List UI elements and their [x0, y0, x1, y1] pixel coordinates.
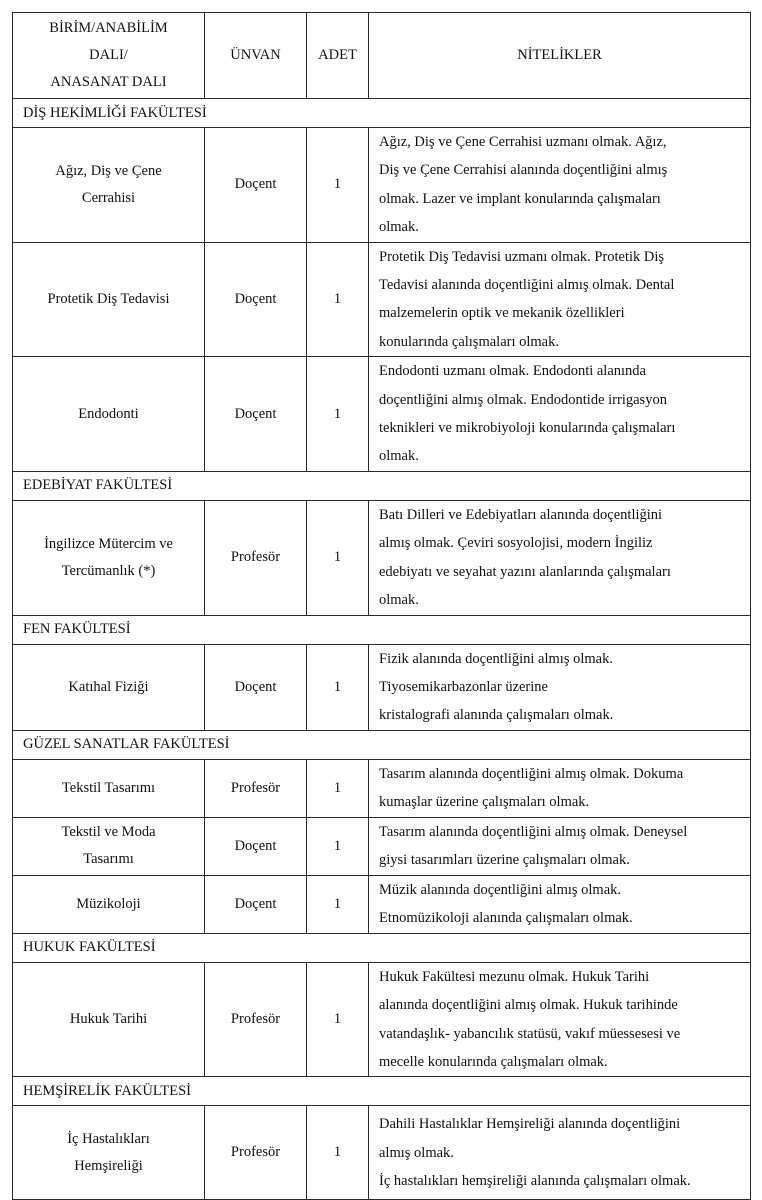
title-cell: Profesör [205, 500, 307, 615]
title-cell: Profesör [205, 1106, 307, 1200]
title-cell: Profesör [205, 759, 307, 817]
unit-line: Tekstil ve Moda [61, 824, 156, 841]
section-title: GÜZEL SANATLAR FAKÜLTESİ [13, 730, 751, 759]
section-row [13, 99, 751, 128]
unit-cell [13, 644, 205, 730]
unit-line: Müzikoloji [76, 895, 141, 912]
header-unit-line: DALI/ [89, 47, 128, 63]
table-row [13, 357, 751, 472]
unit-cell [13, 962, 205, 1077]
count-cell: 1 [307, 644, 369, 730]
qualification-line: olmak. [379, 448, 419, 465]
count-cell: 1 [307, 875, 369, 933]
unit-line: Tasarımı [83, 851, 134, 868]
qualification-line: almış olmak. [379, 1144, 454, 1161]
unit-line: Cerrahisi [81, 189, 136, 206]
table-row [13, 644, 751, 730]
qualifications-cell [369, 759, 751, 817]
title-cell: Doçent [205, 817, 307, 875]
qualification-line: vatandaşlık- yabancılık statüsü, vakıf müessesesi ve [379, 1025, 681, 1042]
qualifications-cell [369, 817, 751, 875]
qualification-line: kumaşlar üzerine çalışmaları olmak. [379, 794, 590, 811]
section-row [13, 933, 751, 962]
qualifications-cell [369, 128, 751, 243]
qualification-line: almış olmak. Çeviri sosyolojisi, modern İngiliz [379, 535, 653, 552]
qualification-line: olmak. Lazer ve implant konularında çalışmaları [379, 190, 661, 207]
unit-cell [13, 759, 205, 817]
qualification-line: Ağız, Diş ve Çene Cerrahisi uzmanı olmak. Ağız, [379, 134, 667, 150]
qualification-line: konularında çalışmaları olmak. [379, 333, 559, 350]
unit-line: İç Hastalıkları [67, 1130, 150, 1147]
qualification-line: malzemelerin optik ve mekanik özellikleri [379, 305, 625, 322]
title-cell: Doçent [205, 875, 307, 933]
section-row [13, 730, 751, 759]
section-row [13, 471, 751, 500]
qualification-line: mecelle konularında çalışmaları olmak. [379, 1053, 608, 1070]
title-cell: Doçent [205, 242, 307, 357]
count-cell: 1 [307, 759, 369, 817]
unit-line: Tercümanlık (*) [61, 562, 156, 579]
qualification-line: olmak. [379, 219, 419, 236]
count-cell: 1 [307, 357, 369, 472]
section-title: EDEBİYAT FAKÜLTESİ [13, 471, 751, 500]
unit-cell [13, 875, 205, 933]
table-row [13, 759, 751, 817]
qualifications-cell [369, 875, 751, 933]
table-row [13, 875, 751, 933]
qualification-line: İç hastalıkları hemşireliği alanında çalışmaları olmak. [379, 1173, 691, 1190]
unit-line: Tekstil Tasarımı [61, 779, 156, 796]
header-title: ÜNVAN [205, 13, 307, 99]
unit-line: Ağız, Diş ve Çene [55, 162, 162, 179]
count-cell: 1 [307, 962, 369, 1077]
qualification-line: edebiyatı ve seyahat yazını alanlarında çalışmaları [379, 563, 671, 580]
table-row [13, 962, 751, 1077]
qualification-line: Batı Dilleri ve Edebiyatları alanında doçentliğini [379, 506, 663, 523]
qualification-line: doçentliğini almış olmak. Endodontide irrigasyon [379, 391, 667, 408]
section-title: DİŞ HEKİMLİĞİ FAKÜLTESİ [13, 99, 751, 128]
unit-line: Hukuk Tarihi [69, 1011, 148, 1028]
section-title: HUKUK FAKÜLTESİ [13, 933, 751, 962]
qualification-line: olmak. [379, 592, 419, 609]
qualification-line: Fizik alanında doçentliğini almış olmak. [379, 650, 613, 667]
header-row [13, 13, 751, 99]
section-row [13, 1077, 751, 1106]
table-row [13, 242, 751, 357]
title-cell: Doçent [205, 128, 307, 243]
qualification-line: Dahili Hastalıklar Hemşireliği alanında doçentliğini [379, 1116, 681, 1133]
qualification-line: kristalografi alanında çalışmaları olmak. [379, 707, 614, 724]
count-cell: 1 [307, 817, 369, 875]
qualifications-cell [369, 242, 751, 357]
qualification-line: Tasarım alanında doçentliğini almış olmak. Dokuma [379, 765, 684, 782]
table-row [13, 817, 751, 875]
qualification-line: Tasarım alanında doçentliğini almış olmak. Deneysel [379, 823, 688, 840]
qualifications-cell [369, 1106, 751, 1200]
unit-line: Hemşireliği [74, 1157, 143, 1174]
unit-line: Endodonti [78, 405, 139, 422]
unit-line: Protetik Diş Tedavisi [47, 290, 170, 307]
unit-cell [13, 128, 205, 243]
qualification-line: Diş ve Çene Cerrahisi alanında doçentliğini almış [379, 162, 668, 179]
unit-cell [13, 500, 205, 615]
qualification-line: Etnomüzikoloji alanında çalışmaları olmak. [379, 910, 633, 927]
count-cell: 1 [307, 242, 369, 357]
section-row [13, 615, 751, 644]
section-title: HEMŞİRELİK FAKÜLTESİ [13, 1077, 751, 1106]
qualification-line: alanında doçentliğini almış olmak. Hukuk tarihinde [379, 997, 678, 1014]
header-unit-line: BİRİM/ANABİLİM [49, 20, 168, 36]
unit-cell [13, 817, 205, 875]
unit-cell [13, 1106, 205, 1200]
qualification-line: teknikleri ve mikrobiyoloji konularında çalışmaları [379, 420, 676, 437]
qualification-line: Endodonti uzmanı olmak. Endodonti alanında [379, 363, 646, 380]
unit-line: İngilizce Mütercim ve [44, 535, 173, 552]
unit-cell [13, 242, 205, 357]
title-cell: Profesör [205, 962, 307, 1077]
title-cell: Doçent [205, 644, 307, 730]
count-cell: 1 [307, 128, 369, 243]
header-count: ADET [307, 13, 369, 99]
header-qualifications: NİTELİKLER [369, 13, 751, 99]
table-row [13, 1106, 751, 1200]
table-body [13, 99, 751, 1200]
unit-line: Katıhal Fiziği [68, 678, 149, 695]
qualification-line: Tiyosemikarbazonlar üzerine [379, 678, 548, 695]
qualifications-cell [369, 962, 751, 1077]
table-row [13, 500, 751, 615]
qualifications-cell [369, 357, 751, 472]
qualification-line: Müzik alanında doçentliğini almış olmak. [379, 881, 622, 898]
qualification-line: Tedavisi alanında doçentliğini almış olmak. Dental [379, 277, 675, 294]
qualification-line: Protetik Diş Tedavisi uzmanı olmak. Protetik Diş [379, 248, 665, 265]
count-cell: 1 [307, 1106, 369, 1200]
qualifications-cell [369, 500, 751, 615]
table-row [13, 128, 751, 243]
header-unit-line: ANASANAT DALI [50, 74, 167, 90]
qualification-line: Hukuk Fakültesi mezunu olmak. Hukuk Tarihi [379, 968, 650, 985]
qualification-line: giysi tasarımları üzerine çalışmaları olmak. [379, 852, 630, 869]
title-cell: Doçent [205, 357, 307, 472]
section-title: FEN FAKÜLTESİ [13, 615, 751, 644]
header-unit [13, 13, 205, 99]
qualifications-cell [369, 644, 751, 730]
positions-table [12, 12, 751, 1200]
unit-cell [13, 357, 205, 472]
count-cell: 1 [307, 500, 369, 615]
